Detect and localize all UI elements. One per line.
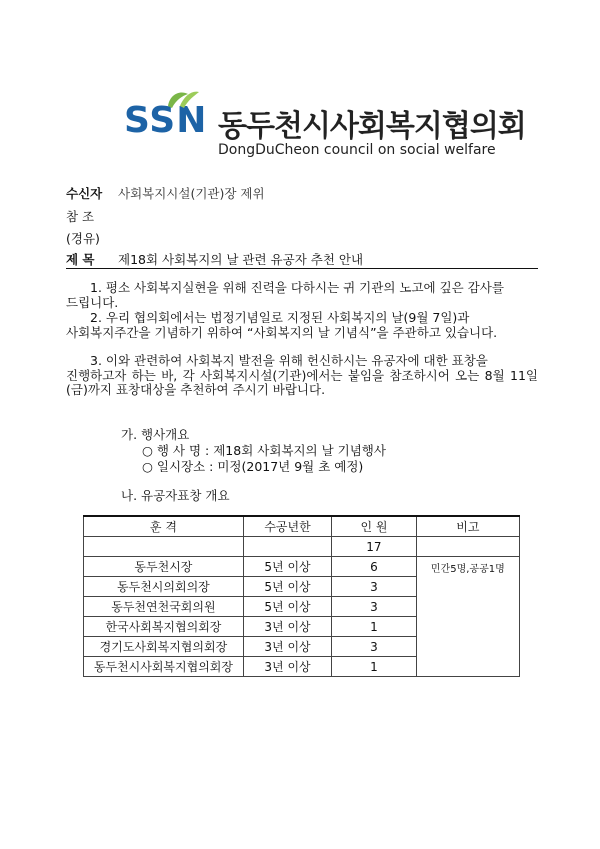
note-cell: 민간5명,공공1명 [416,557,519,677]
award-years: 5년 이상 [243,597,331,617]
subject-value: 제18회 사회복지의 날 관련 유공자 추천 안내 [118,252,364,267]
award-years: 3년 이상 [243,657,331,677]
org-logo [124,86,526,164]
section-award-overview: 나. 유공자표창 개요 [121,488,230,503]
paragraph-3-first: 3. 이와 관련하여 사회복지 발전을 위해 헌신하시는 유공자에 대한 표창을 [90,353,488,368]
total-blank [416,537,519,557]
award-name: 경기도사회복지협의회장 [84,637,244,657]
award-count: 3 [332,597,416,617]
org-name-korean: 동두천시사회복지협의회 [218,109,526,144]
award-table [83,515,520,677]
table-row [84,557,520,577]
section-event-overview: 가. 행사개요 [121,427,190,442]
header-count: 인 원 [332,516,416,537]
ssn-logo-text: SSN [124,100,208,141]
subject-divider [66,268,538,269]
paragraph-2-cont: 사회복지주간을 기념하기 위하여 “사회복지의 날 기념식”을 주관하고 있습니다. [66,324,498,340]
paragraph-1-first: 1. 평소 사회복지실현을 위해 진력을 다하시는 귀 기관의 노고에 깊은 감사를 [90,280,504,295]
award-years: 3년 이상 [243,617,331,637]
reference-row [66,207,110,225]
recipient-row [66,184,265,202]
award-years: 5년 이상 [243,577,331,597]
header-award: 훈 격 [84,516,244,537]
award-years: 3년 이상 [243,637,331,657]
total-blank [243,537,331,557]
paragraph-1-cont: 드립니다. [66,294,119,310]
via-label: (경유) [66,231,100,246]
subject-row [66,250,363,268]
award-name: 동두천연천국회의원 [84,597,244,617]
paragraph-2 [66,310,538,340]
award-name: 한국사회복지협의회장 [84,617,244,637]
event-date-item: ○ 일시장소 : 미정(2017년 9월 초 예정) [142,459,364,474]
recipient-value: 사회복지시설(기관)장 제위 [118,186,265,201]
paragraph-1 [66,280,538,310]
award-name: 동두천시장 [84,557,244,577]
award-years: 5년 이상 [243,557,331,577]
recipient-label: 수신자 [66,186,103,201]
table-header-row [84,516,520,537]
header-years: 수공년한 [243,516,331,537]
total-blank [84,537,244,557]
award-count: 3 [332,637,416,657]
via-row [66,229,110,247]
award-count: 3 [332,577,416,597]
org-name-english: DongDuCheon council on social welfare [218,142,496,158]
paragraph-3-cont: 진행하고자 하는 바, 각 사회복지시설(기관)에서는 붙임을 참조하시어 오는 8월 11일(금)까지 표창대상을 추천하여 주시기 바랍니다. [66,367,538,397]
subject-label: 제 목 [66,252,95,267]
award-name: 동두천시사회복지협의회장 [84,657,244,677]
total-count: 17 [332,537,416,557]
event-name-item: ○ 행 사 명 : 제18회 사회복지의 날 기념행사 [142,443,386,458]
award-count: 6 [332,557,416,577]
leaf-icon [166,88,200,110]
award-count: 1 [332,657,416,677]
paragraph-2-first: 2. 우리 협의회에서는 법정기념일로 지정된 사회복지의 날(9월 7일)과 [90,310,470,325]
award-count: 1 [332,617,416,637]
header-note: 비고 [416,516,519,537]
table-total-row [84,537,520,557]
reference-label: 참 조 [66,209,95,224]
award-name: 동두천시의회의장 [84,577,244,597]
paragraph-3 [66,353,538,398]
